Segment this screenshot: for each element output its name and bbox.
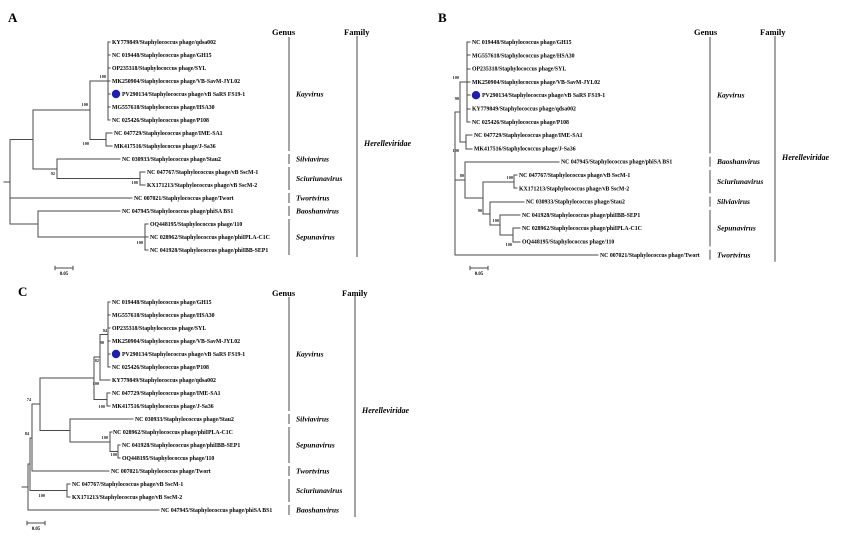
- bootstrap-value: 74: [26, 397, 31, 402]
- bootstrap-value: 100: [101, 435, 108, 440]
- genus-label: Twortvirus: [296, 193, 330, 203]
- taxon-label: MG557618/Staphylococcus phage/HSA30: [112, 105, 215, 111]
- taxon-label: NC 025426/Staphylococcus phage/P108: [112, 365, 209, 371]
- taxon-label: NC 047729/Staphylococcus phage/IME-SA1: [114, 131, 223, 137]
- phylo-panel-b: [430, 22, 851, 280]
- genus-label: Baoshanvirus: [717, 157, 760, 167]
- genus-label: Sepunavirus: [296, 232, 335, 242]
- column-header-family: Family: [342, 288, 368, 298]
- taxon-label: NC 041928/Staphylococcus phage/phiIBB-SEP1: [522, 212, 641, 219]
- panel-label-c: C: [18, 284, 28, 299]
- bootstrap-value: 100: [492, 218, 499, 223]
- taxon-label: MK250904/Staphylococcus phage/VB-SavM-JYL02: [112, 79, 241, 85]
- bootstrap-value: 84: [24, 431, 29, 436]
- bootstrap-value: 90: [477, 208, 482, 213]
- taxon-label: MK417516/Staphylococcus phage/J-Sa36: [474, 146, 576, 153]
- taxon-label: KX171213/Staphylococcus phage/vB SscM-2: [72, 495, 183, 501]
- taxon-label: NC 025426/Staphylococcus phage/P108: [472, 119, 569, 126]
- genus-label: Twortvirus: [296, 466, 330, 476]
- taxon-label: NC 025426/Staphylococcus phage/P108: [112, 118, 209, 124]
- genus-label: Sciuriunavirus: [296, 174, 343, 183]
- taxon-label: NC 047945/Staphylococcus phage/phiSA BS1: [122, 209, 234, 215]
- scale-label: 0.05: [474, 272, 484, 277]
- taxon-label: NC 047767/Staphylococcus phage/vB SscM-1: [147, 170, 259, 176]
- column-header-genus: Genus: [694, 27, 718, 37]
- taxon-label: MK250904/Staphylococcus phage/VB-SavM-JYL02: [472, 79, 601, 86]
- taxon-label: NC 047767/Staphylococcus phage/vB SscM-1: [519, 173, 631, 179]
- taxon-label: KX171213/Staphylococcus phage/vB SscM-2: [147, 183, 258, 189]
- genus-label: Sciuriunavirus: [296, 486, 343, 495]
- highlighted-phage-marker: [112, 350, 120, 358]
- column-header-family: Family: [760, 27, 786, 37]
- bootstrap-value: 100: [99, 74, 106, 79]
- taxon-label: OP235318/Staphylococcus phage/SYL: [472, 66, 567, 73]
- scale-bar: [55, 266, 73, 270]
- taxon-label: NC 007021/Staphylococcus phage/Twort: [600, 252, 700, 259]
- bootstrap-value: 100: [452, 148, 459, 153]
- bootstrap-value: 100: [131, 180, 138, 185]
- genus-label: Silviavirus: [296, 414, 329, 424]
- taxon-label: NC 030933/Staphylococcus phage/Stau2: [526, 199, 625, 206]
- column-header-genus: Genus: [272, 27, 296, 37]
- taxon-label: NC 041928/Staphylococcus phage/phiIBB-SEP1: [150, 248, 269, 254]
- bootstrap-value: 100: [110, 452, 117, 457]
- bootstrap-value: 100: [92, 381, 99, 386]
- scale-bar: [27, 521, 45, 525]
- taxon-label: NC 030933/Staphylococcus phage/Stau2: [135, 417, 234, 423]
- taxon-label: NC 019448/Staphylococcus phage/GH15: [112, 53, 212, 59]
- taxon-label: NC 019448/Staphylococcus phage/GH15: [472, 40, 572, 46]
- taxon-label: KY779849/Staphylococcus phage/qdsa002: [472, 106, 576, 113]
- panel-label-b: B: [438, 10, 447, 25]
- taxon-label: NC 028962/Staphylococcus phage/phiIPLA-C1C: [150, 235, 270, 241]
- taxon-label: NC 030933/Staphylococcus phage/Stau2: [122, 157, 221, 163]
- column-header-family: Family: [344, 27, 370, 37]
- taxon-label: NC 019448/Staphylococcus phage/GH15: [112, 300, 212, 306]
- phylo-panel-c: [0, 283, 430, 540]
- taxon-label: MG557618/Staphylococcus phage/HSA30: [472, 53, 575, 60]
- family-label: Herelleviridae: [364, 139, 412, 148]
- taxon-label: NC 047729/Staphylococcus phage/IME-SA1: [112, 391, 221, 397]
- taxon-label: KX171213/Staphylococcus phage/vB SscM-2: [519, 186, 630, 193]
- taxon-label: MG557618/Staphylococcus phage/HSA30: [112, 313, 215, 319]
- scale-label: 0.05: [31, 527, 41, 532]
- genus-label: Sepunavirus: [296, 440, 335, 450]
- bootstrap-value: 100: [98, 404, 105, 409]
- taxon-label: NC 047767/Staphylococcus phage/vB SscM-1: [72, 482, 184, 488]
- genus-label: Baoshanvirus: [296, 505, 339, 515]
- bootstrap-value: 94: [102, 328, 107, 333]
- bootstrap-value: 100: [506, 175, 513, 180]
- bootstrap-value: 100: [505, 242, 512, 247]
- taxon-label: NC 007021/Staphylococcus phage/Twort: [111, 469, 211, 475]
- genus-label: Kayvirus: [296, 349, 324, 359]
- family-label: Herelleviridae: [782, 153, 830, 162]
- taxon-label: MK417516/Staphylococcus phage/J-Sa36: [114, 144, 216, 150]
- bootstrap-value: 100: [136, 240, 143, 245]
- scale-label: 0.05: [59, 272, 69, 277]
- column-header-genus: Genus: [272, 288, 296, 298]
- bootstrap-value: 100: [82, 141, 89, 146]
- taxon-label: NC 047729/Staphylococcus phage/IME-SA1: [474, 133, 583, 140]
- family-label: Herelleviridae: [362, 406, 410, 415]
- taxon-label: NC 028962/Staphylococcus phage/phiIPLA-C1C: [522, 226, 642, 233]
- taxon-label: OQ448195/Staphylococcus phage/110: [122, 456, 215, 462]
- taxon-label: OP235318/Staphylococcus phage/SYL: [112, 66, 207, 72]
- taxon-label: OP235318/Staphylococcus phage/SYL: [112, 326, 207, 332]
- taxon-label: NC 028962/Staphylococcus phage/phiIPLA-C1C: [113, 430, 233, 436]
- genus-label: Sepunavirus: [717, 223, 756, 233]
- genus-label: Sciuriunavirus: [717, 177, 764, 187]
- taxon-label: NC 007021/Staphylococcus phage/Twort: [134, 196, 234, 202]
- bootstrap-value: 100: [452, 75, 459, 80]
- genus-label: Kayvirus: [296, 89, 324, 99]
- taxon-label: NC 047945/Staphylococcus phage/phiSA BS1: [561, 159, 673, 166]
- taxon-label: OQ448195/Staphylococcus phage/110: [150, 222, 243, 228]
- bootstrap-value: 90: [99, 340, 104, 345]
- bootstrap-value: 90: [454, 96, 459, 101]
- taxon-label: OQ448195/Staphylococcus phage/110: [522, 239, 615, 246]
- genus-label: Kayvirus: [717, 90, 745, 100]
- highlighted-phage-marker: [112, 90, 120, 98]
- scale-bar: [470, 266, 488, 270]
- taxon-label: KY779849/Staphylococcus phage/qdsa002: [112, 378, 216, 384]
- taxon-label: KY779849/Staphylococcus phage/qdsa002: [112, 40, 216, 46]
- taxon-label: NC 047945/Staphylococcus phage/phiSA BS1: [161, 508, 273, 514]
- genus-label: Twortvirus: [717, 250, 751, 260]
- bootstrap-value: 100: [38, 493, 45, 498]
- highlighted-phage-marker: [472, 91, 480, 99]
- bootstrap-value: 92: [50, 171, 55, 176]
- taxon-label: PV290134/Staphylococcus phage/vB SaRS FS19-1: [482, 93, 606, 100]
- genus-label: Silviavirus: [296, 154, 329, 164]
- taxon-label: MK250904/Staphylococcus phage/VB-SavM-JYL02: [112, 339, 241, 345]
- genus-label: Baoshanvirus: [296, 206, 339, 216]
- taxon-label: MK417516/Staphylococcus phage/J-Sa36: [112, 404, 214, 410]
- taxon-label: PV290134/Staphylococcus phage/vB SaRS FS19-1: [122, 352, 246, 358]
- bootstrap-value: 82: [94, 358, 99, 363]
- bootstrap-value: 100: [81, 102, 88, 107]
- taxon-label: NC 041928/Staphylococcus phage/phiIBB-SEP1: [122, 443, 241, 449]
- panel-label-a: A: [8, 10, 18, 25]
- bootstrap-value: 80: [459, 173, 464, 178]
- genus-label: Silviavirus: [717, 197, 750, 207]
- phylo-panel-a: [0, 22, 430, 280]
- taxon-label: PV290134/Staphylococcus phage/vB SaRS FS19-1: [122, 92, 246, 98]
